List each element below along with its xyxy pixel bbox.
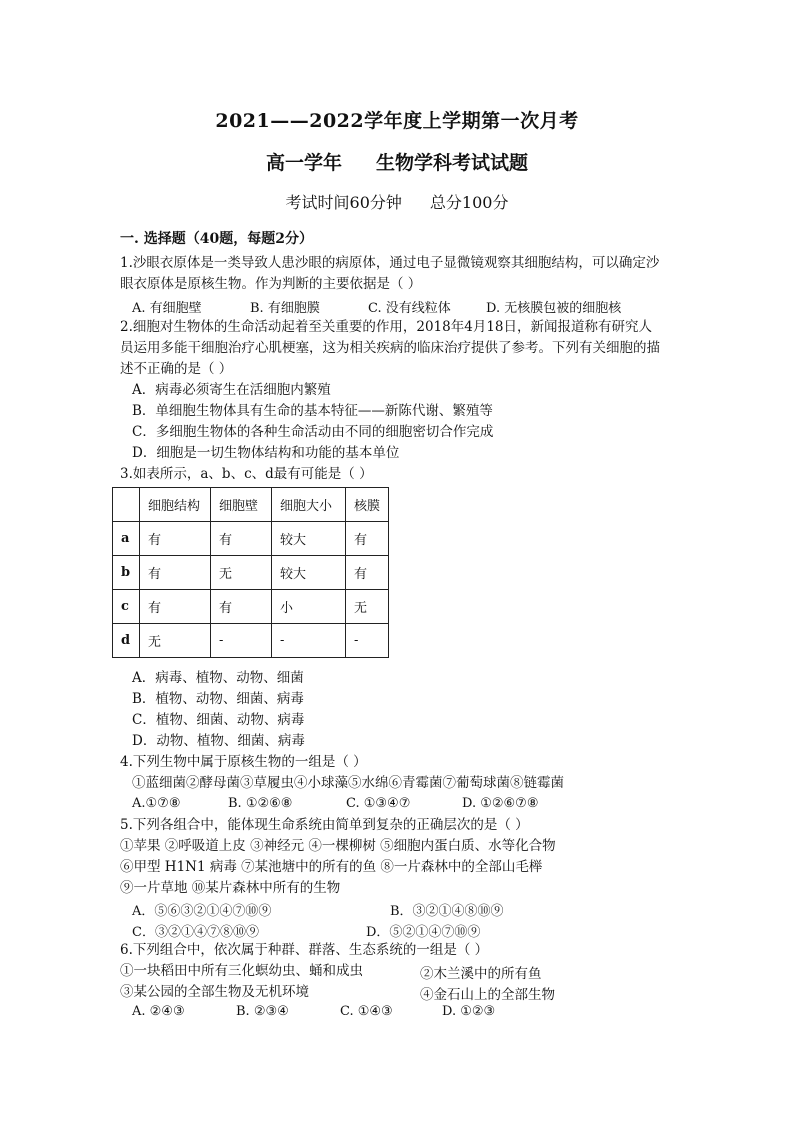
q1-stem-line1: 1.沙眼衣原体是一类导致人患沙眼的病原体，通过电子显微镜观察其细胞结构，可以确定沙 xyxy=(120,255,660,271)
table-cell: 较大 xyxy=(272,556,346,590)
table-cell: d xyxy=(113,624,140,658)
q4-option-c: C. ①③④⑦ xyxy=(346,796,411,811)
table-cell: - xyxy=(272,624,346,658)
q1-option-d: D. 无核膜包被的细胞核 xyxy=(486,301,622,316)
exam-subtitle xyxy=(0,148,794,175)
table-header-cell: 细胞壁 xyxy=(211,488,272,522)
q6-item-4: ④金石山上的全部生物 xyxy=(420,987,555,1003)
q4-items: ①蓝细菌②酵母菌③草履虫④小球藻⑤水绵⑥青霉菌⑦葡萄球菌⑧链霉菌 xyxy=(132,775,564,791)
table-header-cell xyxy=(113,488,140,522)
table-row xyxy=(113,590,389,624)
q1-stem-line2: 眼衣原体是原核生物。作为判断的主要依据是（ ） xyxy=(120,276,422,292)
table-cell: 有 xyxy=(346,522,389,556)
q2-stem-line3: 述不正确的是（ ） xyxy=(120,361,233,377)
table-cell: - xyxy=(211,624,272,658)
q3-stem: 3.如表所示，a、b、c、d最有可能是（ ） xyxy=(120,466,373,482)
exam-title: 2021——2022学年度上学期第一次月考 xyxy=(215,110,579,132)
q5-option-d: D．⑤②①④⑦⑩⑨ xyxy=(366,925,481,940)
table-cell: 小 xyxy=(272,590,346,624)
table-cell: 无 xyxy=(211,556,272,590)
q3-option-d: D．动物、植物、细菌、病毒 xyxy=(132,733,305,749)
q4-option-a: A.①⑦⑧ xyxy=(132,796,181,811)
table-header-cell: 核膜 xyxy=(346,488,389,522)
table-row xyxy=(113,556,389,590)
q4-option-b: B. ①②⑥⑧ xyxy=(228,796,293,811)
section-heading: 一. 选择题（40题，每题2分） xyxy=(120,231,313,247)
table-cell: 有 xyxy=(140,522,211,556)
q2-option-d: D．细胞是一切生物体结构和功能的基本单位 xyxy=(132,445,400,461)
q6-item-1: ①一块稻田中所有三化螟幼虫、蛹和成虫 xyxy=(120,963,363,979)
subject-label: 生物学科考试试题 xyxy=(376,152,529,174)
table-cell: 无 xyxy=(346,590,389,624)
q2-option-c: C．多细胞生物体的各种生命活动由不同的细胞密切合作完成 xyxy=(132,424,494,440)
q5-items-line1: ①苹果 ②呼吸道上皮 ③神经元 ④一棵柳树 ⑤细胞内蛋白质、水等化合物 xyxy=(120,838,556,854)
q1-option-c: C. 没有线粒体 xyxy=(368,301,451,316)
q5-stem: 5.下列各组合中，能体现生命系统由简单到复杂的正确层次的是（ ） xyxy=(120,817,529,833)
grade-label: 高一学年 xyxy=(265,152,342,174)
table-cell: 有 xyxy=(140,590,211,624)
q3-option-b: B．植物、动物、细菌、病毒 xyxy=(132,691,304,707)
table-cell: - xyxy=(346,624,389,658)
q5-items-line3: ⑨一片草地 ⑩某片森林中所有的生物 xyxy=(120,880,341,896)
table-cell: 有 xyxy=(140,556,211,590)
q2-stem-line1: 2.细胞对生物体的生命活动起着至关重要的作用，2018年4月18日，新闻报道称有研究人 xyxy=(120,319,653,335)
table-cell: 无 xyxy=(140,624,211,658)
q6-option-d: D. ①②③ xyxy=(442,1004,496,1019)
q5-option-a: A．⑤⑥③②①④⑦⑩⑨ xyxy=(132,904,272,919)
table-cell: 较大 xyxy=(272,522,346,556)
table-row xyxy=(113,522,389,556)
q1-option-a: A. 有细胞壁 xyxy=(132,301,202,316)
table-cell: b xyxy=(113,556,140,590)
q2-option-a: A．病毒必须寄生在活细胞内繁殖 xyxy=(132,382,331,398)
q4-option-d: D. ①②⑥⑦⑧ xyxy=(462,796,539,811)
q5-option-b: B．③②①④⑧⑩⑨ xyxy=(390,904,504,919)
table-row xyxy=(113,624,389,658)
table-header-cell: 细胞大小 xyxy=(272,488,346,522)
q5-items-line2: ⑥甲型 H1N1 病毒 ⑦某池塘中的所有的鱼 ⑧一片森林中的全部山毛榉 xyxy=(120,859,543,875)
table-cell: 有 xyxy=(211,590,272,624)
q3-option-a: A．病毒、植物、动物、细菌 xyxy=(132,670,304,686)
q2-option-b: B．单细胞生物体具有生命的基本特征——新陈代谢、繁殖等 xyxy=(132,403,493,419)
q6-option-c: C. ①④③ xyxy=(340,1004,393,1019)
q1-option-b: B. 有细胞膜 xyxy=(250,301,320,316)
q4-stem: 4.下列生物中属于原核生物的一组是（ ） xyxy=(120,754,367,770)
table-cell: 有 xyxy=(346,556,389,590)
q3-table xyxy=(112,487,389,658)
table-cell: c xyxy=(113,590,140,624)
exam-time: 考试时间60分钟 xyxy=(285,193,402,212)
table-header-cell: 细胞结构 xyxy=(140,488,211,522)
q2-stem-line2: 员运用多能干细胞治疗心肌梗塞，这为相关疾病的临床治疗提供了参考。下列有关细胞的描 xyxy=(120,340,660,356)
q5-option-c: C．③②①④⑦⑧⑩⑨ xyxy=(132,925,259,940)
q6-option-a: A. ②④③ xyxy=(132,1004,185,1019)
q6-stem: 6.下列组合中，依次属于种群、群落、生态系统的一组是（ ） xyxy=(120,942,489,958)
exam-info xyxy=(0,190,794,213)
exam-total: 总分100分 xyxy=(429,193,509,212)
q6-item-3: ③某公园的全部生物及无机环境 xyxy=(120,984,309,1000)
q3-option-c: C．植物、细菌、动物、病毒 xyxy=(132,712,305,728)
table-cell: a xyxy=(113,522,140,556)
q6-item-2: ②木兰溪中的所有鱼 xyxy=(420,966,542,982)
table-header-row xyxy=(113,488,389,522)
table-cell: 有 xyxy=(211,522,272,556)
q6-option-b: B. ②③④ xyxy=(236,1004,289,1019)
